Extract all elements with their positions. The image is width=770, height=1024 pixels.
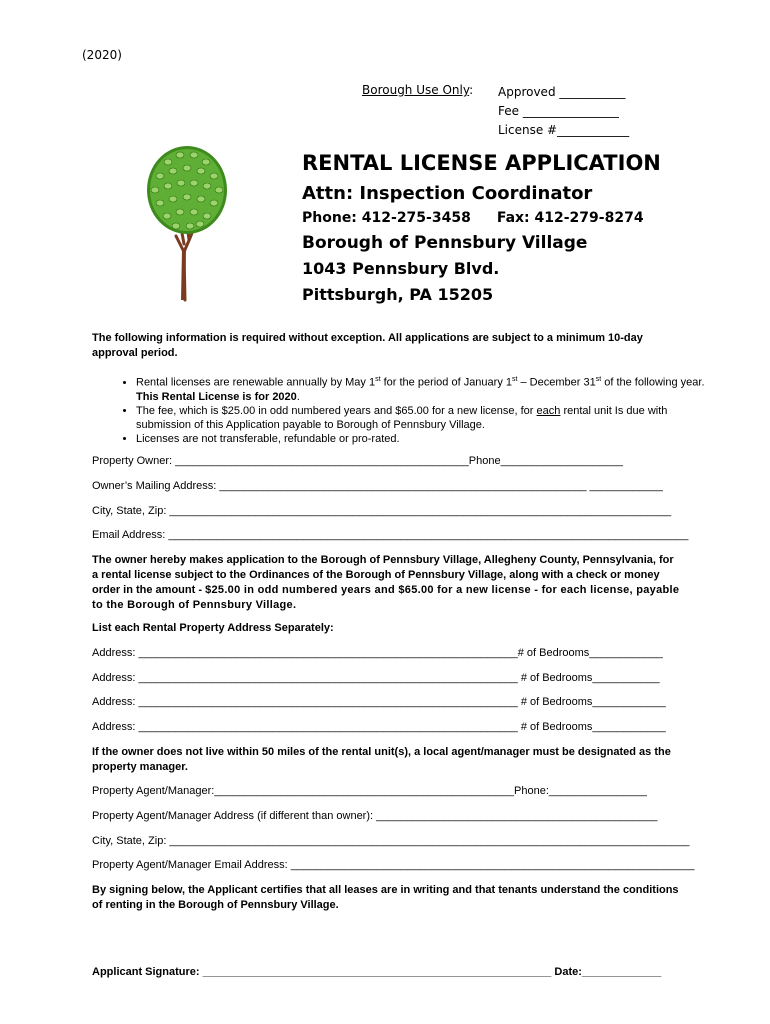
form-year: (2020) — [82, 48, 122, 62]
license-year-note: This Rental License is for 2020 — [136, 390, 297, 403]
agent-manager-field[interactable]: Property Agent/Manager:_________________________________________________Phone:________________ — [92, 785, 647, 797]
superscript: st — [375, 376, 381, 383]
contact-line — [302, 210, 644, 226]
rental-address-field-1[interactable]: Address: ______________________________________________________________# of Bedrooms____________ — [92, 647, 663, 659]
superscript: st — [595, 376, 602, 383]
tree-logo-icon — [140, 140, 235, 305]
agent-email-field[interactable]: Property Agent/Manager Email Address: __________________________________________________________________ — [92, 859, 695, 871]
owner-statement-fees: $25.00 in odd numbered years and $65.00 for a new license - for each license, payable to the Borough of Pennsbury Village. — [92, 584, 680, 611]
approved-field[interactable]: Approved ___________ — [498, 85, 626, 99]
office-use-label — [362, 83, 473, 97]
list-item — [136, 373, 706, 404]
bullet-text: – December 31 — [517, 376, 596, 389]
street-address: 1043 Pennsbury Blvd. — [302, 259, 500, 278]
license-number-field[interactable]: License #____________ — [498, 123, 630, 137]
bullet-text: Rental licenses are renewable annually by May 1 — [136, 376, 376, 389]
owner-statement-text: The owner hereby makes application to the Borough of Pennsbury Village, Allegheny County, Pennsylvania, for a rental license subject to the Ordinances of the Borough of Pennsbury Village, along with a check or money order in the amount - — [92, 554, 674, 596]
fax-number: Fax: 412-279-8274 — [496, 210, 644, 226]
office-use-colon: : — [469, 83, 474, 97]
office-use-block — [498, 83, 629, 140]
owner-email-field[interactable]: Email Address: _____________________________________________________________________________________ — [92, 529, 689, 541]
rental-address-field-3[interactable]: Address: ______________________________________________________________ # of Bedrooms____________ — [92, 696, 666, 708]
superscript: st — [512, 376, 518, 383]
city-address: Pittsburgh, PA 15205 — [302, 285, 494, 304]
attention-line: Attn: Inspection Coordinator — [302, 183, 593, 204]
bullet-text: The fee, which is $25.00 in odd numbered years and $65.00 for a new license, for — [136, 404, 537, 417]
emphasis-each: each — [536, 404, 561, 417]
phone-number: Phone: 412-275-3458 — [302, 210, 471, 226]
property-owner-field[interactable]: Property Owner: ________________________________________________Phone____________________ — [92, 455, 623, 467]
rental-address-field-4[interactable]: Address: ______________________________________________________________ # of Bedrooms____________ — [92, 721, 666, 733]
list-heading: List each Rental Property Address Separately: — [92, 622, 334, 634]
owner-city-state-zip-field[interactable]: City, State, Zip: __________________________________________________________________________________ — [92, 505, 672, 517]
fee-field[interactable]: Fee ________________ — [498, 104, 619, 118]
form-title: RENTAL LICENSE APPLICATION — [302, 151, 661, 175]
agent-city-state-zip-field[interactable]: City, State, Zip: _____________________________________________________________________________________ — [92, 835, 690, 847]
bullet-text: Licenses are not transferable, refundable or pro-rated. — [136, 432, 400, 445]
list-item — [136, 432, 706, 446]
agent-notice: If the owner does not live within 50 miles of the rental unit(s), a local agent/manager must be designated as the property manager. — [92, 746, 671, 773]
bullet-text: of the following year. — [601, 376, 705, 389]
tree-logo — [140, 140, 235, 310]
office-use-text: Borough Use Only — [362, 83, 470, 97]
requirements-list — [92, 373, 706, 446]
certification-paragraph: By signing below, the Applicant certifies that all leases are in writing and that tenants understand the conditions of renting in the Borough of Pennsbury Village. — [92, 884, 679, 911]
bullet-text: for the period of January 1 — [380, 376, 512, 389]
bullet-text: rental unit Is due with submission of this Application payable to Borough of Pennsbury Village. — [136, 404, 668, 431]
rental-address-field-2[interactable]: Address: ______________________________________________________________ # of Bedrooms___________ — [92, 672, 660, 684]
agent-address-field[interactable]: Property Agent/Manager Address (if different than owner): ______________________________________________ — [92, 810, 658, 822]
intro-paragraph: The following information is required without exception. All applications are subject to a minimum 10-day approval period. — [92, 332, 643, 359]
owner-mailing-address-field[interactable]: Owner’s Mailing Address: ____________________________________________________________ ____________ — [92, 480, 663, 492]
bullet-text: . — [296, 390, 300, 403]
list-item — [136, 404, 706, 432]
borough-name: Borough of Pennsbury Village — [302, 233, 588, 253]
signature-line[interactable]: Applicant Signature: _________________________________________________________ Date:_____________ — [92, 966, 662, 978]
owner-statement — [92, 553, 682, 613]
